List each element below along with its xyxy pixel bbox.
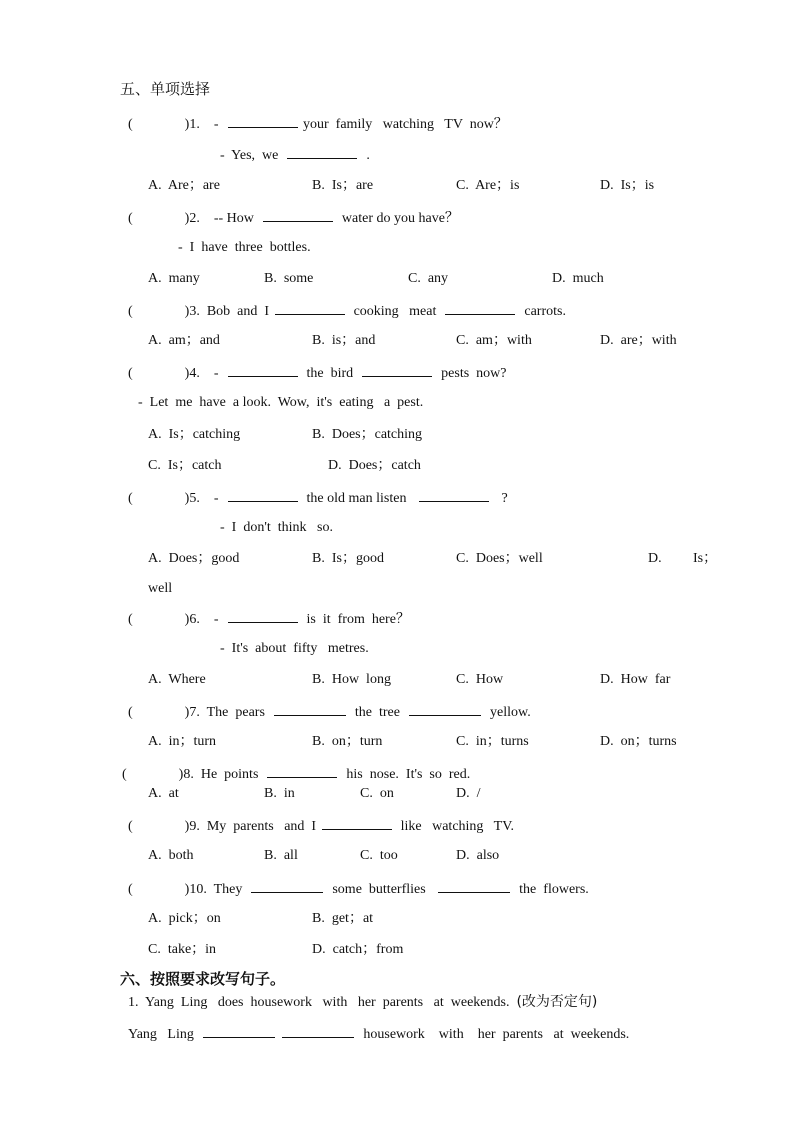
option-a[interactable]: A. at (148, 786, 179, 801)
option-b[interactable]: B. on；turn (312, 734, 383, 749)
option-c[interactable]: C. Are；is (456, 178, 520, 193)
option-a[interactable]: A. both (148, 848, 194, 863)
option-d-text: Is； (693, 551, 718, 566)
option-b[interactable]: B. all (264, 848, 298, 863)
option-a[interactable]: A. am；and (148, 333, 220, 348)
answer-line: - Let me have a look. Wow, it's eating a pest. (138, 395, 424, 410)
option-d-text-cont: well (148, 581, 173, 596)
option-b[interactable]: B. Does；catching (312, 427, 423, 442)
rewrite-instruction: (改为否定句) (516, 994, 598, 1010)
option-c[interactable]: C. am；with (456, 333, 532, 348)
option-b[interactable]: B. is；and (312, 333, 376, 348)
answer-line: - I don't think so. (220, 520, 333, 535)
option-c[interactable]: C. on (360, 786, 394, 801)
answer-blank[interactable] (203, 1024, 275, 1038)
option-d[interactable]: D. catch；from (312, 942, 404, 957)
section-6-title: 六、按照要求改写句子。 (120, 970, 286, 988)
option-d[interactable]: D. / (456, 786, 481, 801)
option-b[interactable]: B. Is；good (312, 551, 384, 566)
option-c[interactable]: C. take；in (148, 942, 217, 957)
answer-blank[interactable] (228, 609, 298, 623)
answer-blank[interactable] (274, 702, 346, 716)
answer-blank[interactable] (438, 879, 510, 893)
answer-blank[interactable] (409, 702, 481, 716)
option-c[interactable]: C. in；turns (456, 734, 529, 749)
answer-blank[interactable] (362, 363, 432, 377)
option-b[interactable]: B. get；at (312, 911, 374, 926)
rewrite-answer-1: Yang Ling housework with her parents at weekends. (128, 1024, 629, 1044)
answer-blank[interactable] (251, 879, 323, 893)
option-d[interactable]: D. are；with (600, 333, 677, 348)
question-4: ( )4. - the bird pests now? (128, 363, 507, 383)
option-b[interactable]: B. in (264, 786, 295, 801)
rewrite-sentence-1: 1. Yang Ling does housework with her parents at weekends. (改为否定句) (128, 994, 598, 1010)
option-c[interactable]: C. How (456, 672, 504, 687)
option-c[interactable]: C. Does；well (456, 551, 543, 566)
answer-blank[interactable] (287, 145, 357, 159)
question-7: ( )7. The pears the tree yellow. (128, 702, 531, 722)
option-b[interactable]: B. How long (312, 672, 391, 687)
option-a[interactable]: A. Does；good (148, 551, 240, 566)
answer-blank[interactable] (228, 114, 298, 128)
answer-blank[interactable] (228, 488, 298, 502)
option-d[interactable]: D. How far (600, 672, 671, 687)
answer-paren-open: ( (128, 117, 133, 132)
question-1: ( )1. - your family watching TV now？ (128, 114, 508, 134)
section-5-title: 五、单项选择 (120, 80, 211, 98)
question-9: ( )9. My parents and I like watching TV. (128, 816, 514, 836)
question-6: ( )6. - is it from here？ (128, 609, 410, 629)
option-a[interactable]: A. in；turn (148, 734, 217, 749)
answer-blank[interactable] (322, 816, 392, 830)
question-5: ( )5. - the old man listen ? (128, 488, 508, 508)
option-c[interactable]: C. any (408, 271, 449, 286)
answer-blank[interactable] (282, 1024, 354, 1038)
option-a[interactable]: A. pick；on (148, 911, 221, 926)
option-a[interactable]: A. Where (148, 672, 206, 687)
question-10: ( )10. They some butterflies the flowers. (128, 879, 589, 899)
question-2: ( )2. -- How water do you have？ (128, 208, 459, 228)
answer-blank[interactable] (263, 208, 333, 222)
option-d[interactable]: D. (648, 551, 662, 566)
option-b[interactable]: B. some (264, 271, 314, 286)
answer-line: - Yes, we . (220, 145, 370, 165)
option-a[interactable]: A. many (148, 271, 200, 286)
option-b[interactable]: B. Is；are (312, 178, 374, 193)
answer-line: - It's about fifty metres. (220, 641, 369, 656)
option-d[interactable]: D. also (456, 848, 500, 863)
option-d[interactable]: D. Is；is (600, 178, 655, 193)
question-3: ( )3. Bob and I cooking meat carrots. (128, 301, 566, 321)
option-d[interactable]: D. on；turns (600, 734, 677, 749)
option-a[interactable]: A. Is；catching (148, 427, 241, 442)
answer-blank[interactable] (275, 301, 345, 315)
answer-blank[interactable] (228, 363, 298, 377)
question-number: )1. (184, 117, 200, 132)
option-c[interactable]: C. too (360, 848, 398, 863)
answer-blank[interactable] (445, 301, 515, 315)
answer-line: - I have three bottles. (178, 240, 311, 255)
answer-blank[interactable] (267, 764, 337, 778)
option-d[interactable]: D. much (552, 271, 604, 286)
question-8: ( )8. He points his nose. It's so red. (122, 764, 470, 784)
option-c[interactable]: C. Is；catch (148, 458, 222, 473)
option-d[interactable]: D. Does；catch (328, 458, 421, 473)
option-a[interactable]: A. Are；are (148, 178, 220, 193)
answer-blank[interactable] (419, 488, 489, 502)
